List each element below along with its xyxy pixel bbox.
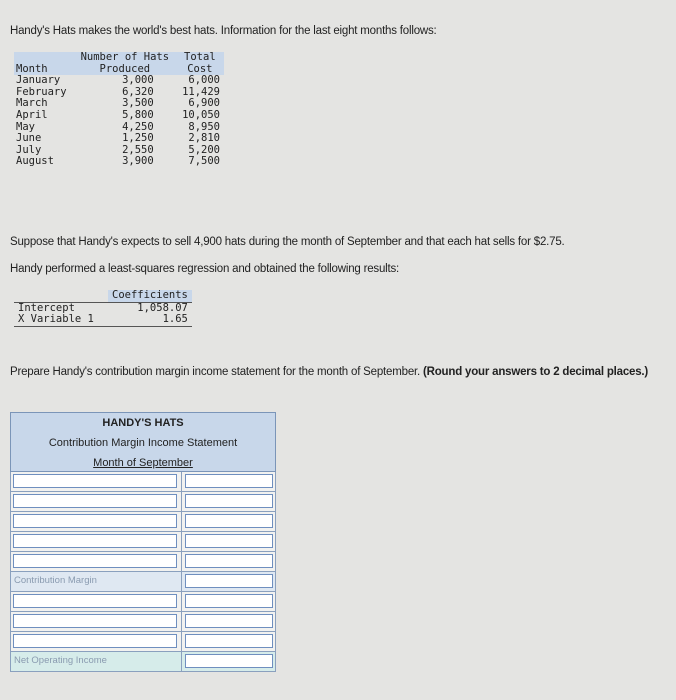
cost-cell: 8,950: [188, 120, 220, 133]
regression-value: 1.65: [108, 314, 192, 326]
statement-row: [10, 612, 276, 632]
contribution-margin-label: Contribution Margin: [14, 575, 97, 586]
regression-label: X Variable 1: [14, 314, 108, 326]
month-cell: July: [16, 143, 42, 156]
amount-input[interactable]: [185, 634, 273, 648]
contribution-margin-input[interactable]: [185, 574, 273, 588]
hats-cell: 6,320: [122, 85, 154, 98]
month-cell: April: [16, 108, 48, 121]
statement-row: [10, 552, 276, 572]
rounding-note: (Round your answers to 2 decimal places.): [423, 366, 649, 378]
amount-input[interactable]: [185, 514, 273, 528]
regression-intro: Handy performed a least-squares regression and obtained the following results:: [10, 263, 400, 275]
instructions-text: Prepare Handy's contribution margin income statement for the month of September.: [10, 366, 420, 378]
month-cell: March: [16, 97, 48, 110]
contribution-margin-row: [10, 572, 276, 592]
cost-header-line2: Cost: [176, 64, 224, 76]
month-header: Month: [14, 52, 74, 75]
company-name: HANDY'S HATS: [102, 417, 184, 429]
table-row: [14, 156, 224, 168]
amount-input[interactable]: [185, 594, 273, 608]
cost-header-line1: Total: [176, 52, 224, 64]
cost-cell: 2,810: [188, 132, 220, 145]
hats-cell: 3,000: [122, 74, 154, 87]
table-row: [14, 133, 224, 145]
statement-title: Contribution Margin Income Statement: [48, 437, 238, 449]
problem-intro: Handy's Hats makes the world's best hats. Information for the last eight months follows:: [10, 25, 437, 37]
coefficients-header: Coefficients: [108, 290, 192, 302]
cost-cell: 11,429: [182, 85, 220, 98]
line-item-select[interactable]: [13, 494, 177, 508]
hats-cell: 1,250: [122, 132, 154, 145]
line-item-select[interactable]: [13, 634, 177, 648]
cost-cell: 7,500: [188, 155, 220, 168]
line-item-select[interactable]: [13, 534, 177, 548]
net-operating-income-label: Net Operating Income: [14, 655, 107, 666]
hats-cell: 4,250: [122, 120, 154, 133]
regression-table: [14, 290, 192, 327]
cost-cell: 6,900: [188, 97, 220, 110]
statement-row: [10, 592, 276, 612]
month-cell: February: [16, 85, 67, 98]
instructions: [10, 366, 670, 379]
statement-row: [10, 512, 276, 532]
net-operating-income-input[interactable]: [185, 654, 273, 668]
month-cell: June: [16, 132, 42, 145]
regression-row: [14, 314, 192, 326]
statement-row: [10, 532, 276, 552]
hats-header-line2: Produced: [74, 64, 176, 76]
statement-row: [10, 492, 276, 512]
suppose-text: Suppose that Handy's expects to sell 4,900 hats during the month of September and that each hat sells for $2.75.: [10, 236, 565, 248]
line-item-select[interactable]: [13, 474, 177, 488]
statement-row: [10, 472, 276, 492]
amount-input[interactable]: [185, 554, 273, 568]
hats-cell: 3,500: [122, 97, 154, 110]
cost-cell: 5,200: [188, 143, 220, 156]
line-item-select[interactable]: [13, 514, 177, 528]
cost-cell: 6,000: [188, 74, 220, 87]
amount-input[interactable]: [185, 534, 273, 548]
hats-cell: 2,550: [122, 143, 154, 156]
statement-row: [10, 632, 276, 652]
line-item-select[interactable]: [13, 614, 177, 628]
regression-label: Intercept: [14, 302, 108, 314]
income-statement-form: [10, 412, 276, 672]
statement-period: Month of September: [93, 457, 193, 469]
month-cell: August: [16, 155, 54, 168]
statement-header: [10, 412, 276, 472]
cost-cell: 10,050: [182, 108, 220, 121]
hats-cell: 5,800: [122, 108, 154, 121]
month-cell: January: [16, 74, 61, 87]
net-operating-income-row: [10, 652, 276, 672]
amount-input[interactable]: [185, 474, 273, 488]
amount-input[interactable]: [185, 614, 273, 628]
month-cell: May: [16, 120, 35, 133]
hats-header-line1: Number of Hats: [74, 52, 176, 64]
table-row: [14, 110, 224, 122]
line-item-select[interactable]: [13, 554, 177, 568]
hats-cell: 3,900: [122, 155, 154, 168]
regression-value: 1,058.07: [108, 302, 192, 314]
line-item-select[interactable]: [13, 594, 177, 608]
amount-input[interactable]: [185, 494, 273, 508]
cost-data-table: [14, 52, 224, 168]
